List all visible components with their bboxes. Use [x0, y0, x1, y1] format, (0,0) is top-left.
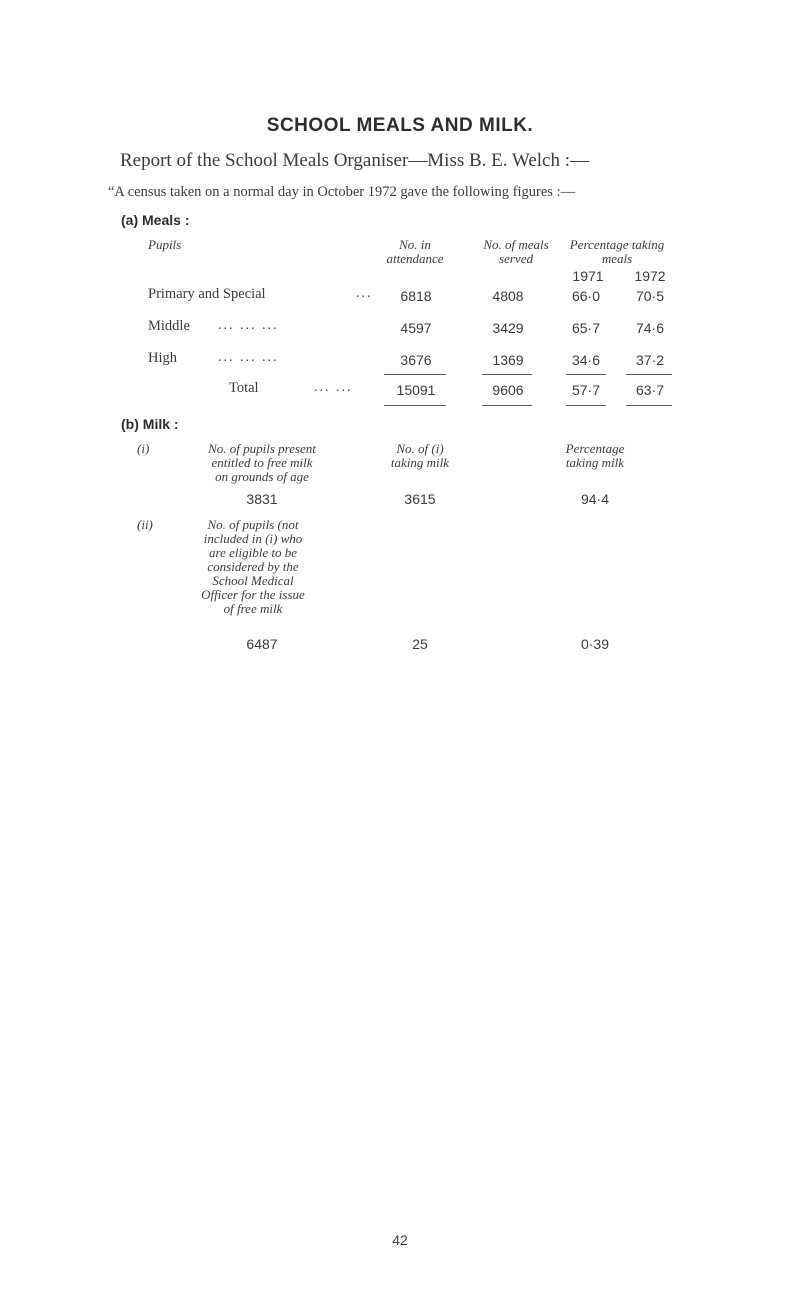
milk-item-2-number: (ii): [137, 517, 153, 532]
header-year-1972: 1972: [634, 268, 666, 284]
cell-attendance: 4597: [400, 320, 432, 336]
milk-heading: Milk :: [142, 416, 179, 432]
rule-1972-bottom: [626, 405, 672, 406]
col-line: taking milk: [390, 455, 450, 470]
desc-line: on grounds of age: [215, 469, 309, 484]
milk-column-percentage: [530, 442, 660, 470]
cell-percentage-1972: 70·5: [635, 288, 665, 304]
desc-line: of free milk: [223, 601, 283, 616]
cell-meals-served: 1369: [492, 352, 524, 368]
header-year-1971: 1971: [572, 268, 604, 284]
page-title: SCHOOL MEALS AND MILK.: [266, 115, 534, 136]
milk-marker: (b): [121, 416, 139, 432]
milk-item-1-taking-value: 3615: [404, 491, 436, 507]
header-percentage: Percentage taking meals: [569, 237, 665, 266]
intro-text: “A census taken on a normal day in October 1972 gave the following figures :—: [108, 184, 576, 200]
row-label-high: High: [148, 350, 177, 366]
cell-meals-served: 4808: [492, 288, 524, 304]
rule-1971-bottom: [566, 405, 606, 406]
cell-attendance: 6818: [400, 288, 432, 304]
cell-total-percentage-1971: 57·7: [571, 382, 601, 398]
desc-line: included in (i) who: [203, 531, 303, 546]
leader-dots: ...: [356, 286, 373, 301]
milk-item-2-eligible-value: 6487: [246, 636, 278, 652]
milk-item-1-description: [172, 442, 352, 484]
row-label-middle: Middle: [148, 318, 190, 334]
page-number: 42: [392, 1232, 408, 1248]
milk-item-1-number: (i): [137, 441, 150, 456]
rule-served-bottom: [482, 405, 532, 406]
desc-line: are eligible to be: [209, 545, 297, 560]
meals-section-heading: [121, 212, 189, 228]
cell-percentage-1971: 65·7: [571, 320, 601, 336]
milk-item-1-percentage-value: 94·4: [580, 491, 610, 507]
desc-line: No. of pupils (not: [207, 517, 299, 532]
rule-1972-top: [626, 374, 672, 375]
milk-item-2-percentage-value: 0·39: [580, 636, 610, 652]
desc-line: School Medical: [212, 573, 294, 588]
rule-attendance-top: [384, 374, 446, 375]
cell-total-percentage-1972: 63·7: [635, 382, 665, 398]
milk-item-2-description: [170, 518, 336, 616]
milk-item-2-taking-value: 25: [412, 636, 428, 652]
cell-percentage-1972: 37·2: [635, 352, 665, 368]
cell-total-meals-served: 9606: [492, 382, 524, 398]
milk-section-heading: [121, 416, 179, 432]
desc-line: Officer for the issue: [201, 587, 305, 602]
header-meals-served: No. of meals served: [483, 237, 549, 266]
cell-percentage-1971: 66·0: [571, 288, 601, 304]
meals-heading: Meals :: [142, 212, 190, 228]
col-line: taking milk: [565, 455, 625, 470]
col-line: Percentage: [565, 441, 625, 456]
cell-percentage-1972: 74·6: [635, 320, 665, 336]
milk-item-1-entitled-value: 3831: [246, 491, 278, 507]
row-label-primary: Primary and Special: [148, 286, 266, 302]
report-subtitle: Report of the School Meals Organiser—Miss B. E. Welch :—: [120, 150, 590, 171]
header-pupils: Pupils: [148, 237, 182, 252]
desc-line: No. of pupils present: [208, 441, 316, 456]
leader-dots: ... ... ...: [218, 318, 279, 333]
leader-dots: ... ...: [314, 380, 353, 395]
col-line: No. of (i): [396, 441, 444, 456]
meals-marker: (a): [121, 212, 139, 228]
cell-percentage-1971: 34·6: [571, 352, 601, 368]
milk-column-taking-milk: [370, 442, 470, 470]
cell-meals-served: 3429: [492, 320, 524, 336]
cell-attendance: 3676: [400, 352, 432, 368]
rule-1971-top: [566, 374, 606, 375]
leader-dots: ... ... ...: [218, 350, 279, 365]
header-attendance: No. in attendance: [386, 237, 444, 266]
row-label-total: Total: [229, 380, 259, 396]
desc-line: considered by the: [207, 559, 299, 574]
rule-attendance-bottom: [384, 405, 446, 406]
rule-served-top: [482, 374, 532, 375]
cell-total-attendance: 15091: [396, 382, 436, 398]
desc-line: entitled to free milk: [211, 455, 313, 470]
